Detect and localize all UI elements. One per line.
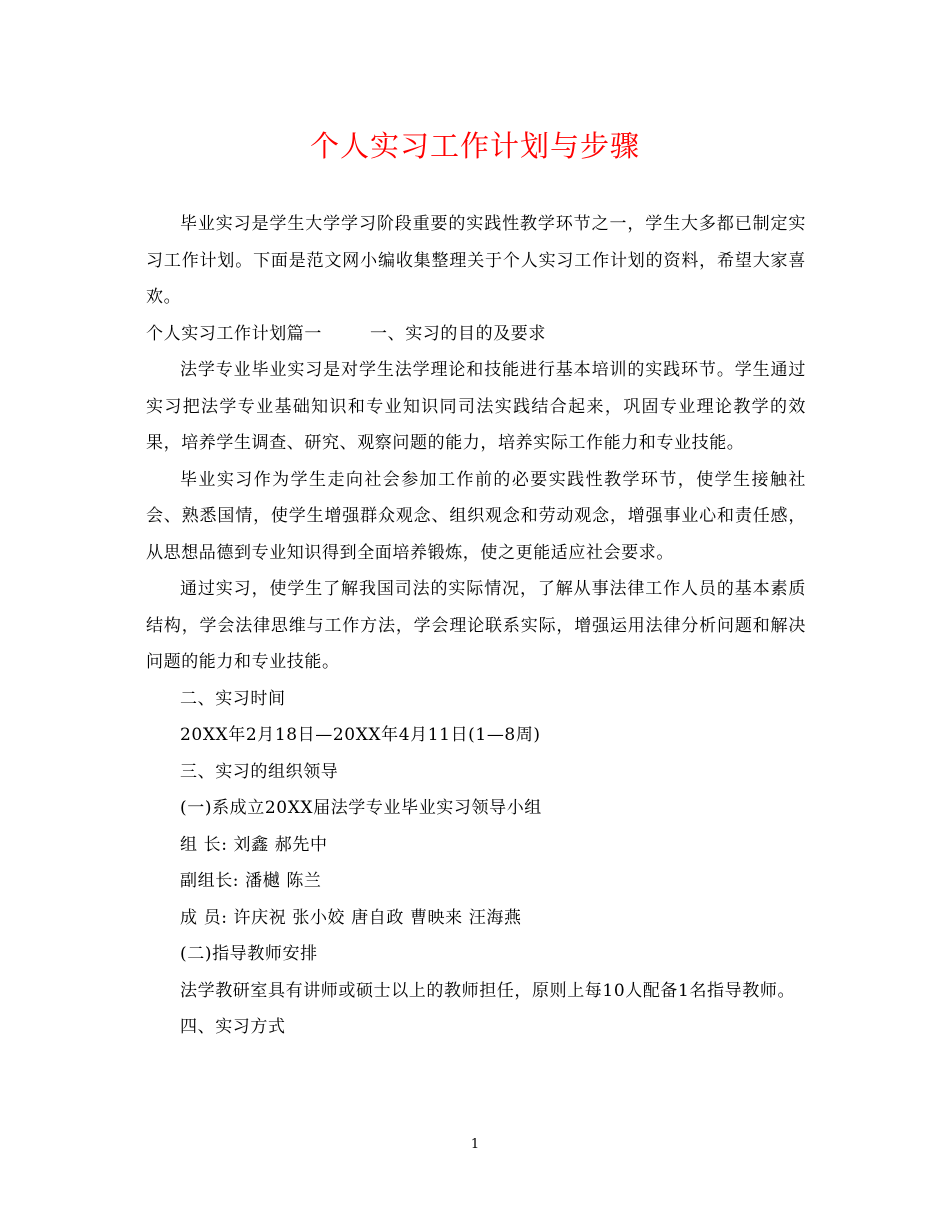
leadership-group-heading: (一)系成立20XX届法学专业毕业实习领导小组 xyxy=(180,798,542,818)
time-range: 20XX年2月18日—20XX年4月11日(1—8周) xyxy=(180,725,541,745)
document-title: 个人实习工作计划与步骤 xyxy=(309,129,640,163)
objective-heading: 一、实习的目的及要求 xyxy=(370,323,546,344)
page-number: 1 xyxy=(470,1137,480,1152)
intro-paragraph: 毕业实习是学生大学学习阶段重要的实践性教学环节之一，学生大多都已制定实习工作计划。下面是范文网小编收集整理关于个人实习工作计划的资料，希望大家喜欢。 xyxy=(146,214,806,307)
organization-heading: 三、实习的组织领导 xyxy=(180,761,339,782)
objective-paragraph-1: 法学专业毕业实习是对学生法学理论和技能进行基本培训的实践环节。学生通过实习把法学专业基础知识和专业知识同司法实践结合起来，巩固专业理论教学的效果，培养学生调查、研究、观察问题的能力，培养实际工作能力和专业技能。 xyxy=(146,360,806,453)
method-heading: 四、实习方式 xyxy=(180,1017,286,1037)
group-leader-line: 组 长: 刘鑫 郝先中 xyxy=(180,834,328,855)
deputy-leader-line: 副组长: 潘樾 陈兰 xyxy=(180,871,322,891)
advisor-heading: (二)指导教师安排 xyxy=(180,944,318,964)
members-line: 成 员: 许庆祝 张小姣 唐自政 曹映来 汪海燕 xyxy=(180,907,522,928)
plan-part-heading: 个人实习工作计划篇一 xyxy=(146,323,322,344)
objective-paragraph-2: 毕业实习作为学生走向社会参加工作前的必要实践性教学环节，使学生接触社会、熟悉国情，使学生增强群众观念、组织观念和劳动观念，增强事业心和责任感，从思想品德到专业知识得到全面培养锻炼，使之更能适应社会要求。 xyxy=(146,469,806,563)
objective-paragraph-3: 通过实习，使学生了解我国司法的实际情况，了解从事法律工作人员的基本素质结构，学会法律思维与工作方法，学会理论联系实际，增强运用法律分析问题和解决问题的能力和专业技能。 xyxy=(146,579,806,672)
document-body xyxy=(146,206,806,1046)
section-heading-line xyxy=(146,316,806,353)
advisor-paragraph: 法学教研室具有讲师或硕士以上的教师担任，原则上每10人配备1名指导教师。 xyxy=(180,980,796,1001)
time-heading: 二、实习时间 xyxy=(180,688,286,709)
